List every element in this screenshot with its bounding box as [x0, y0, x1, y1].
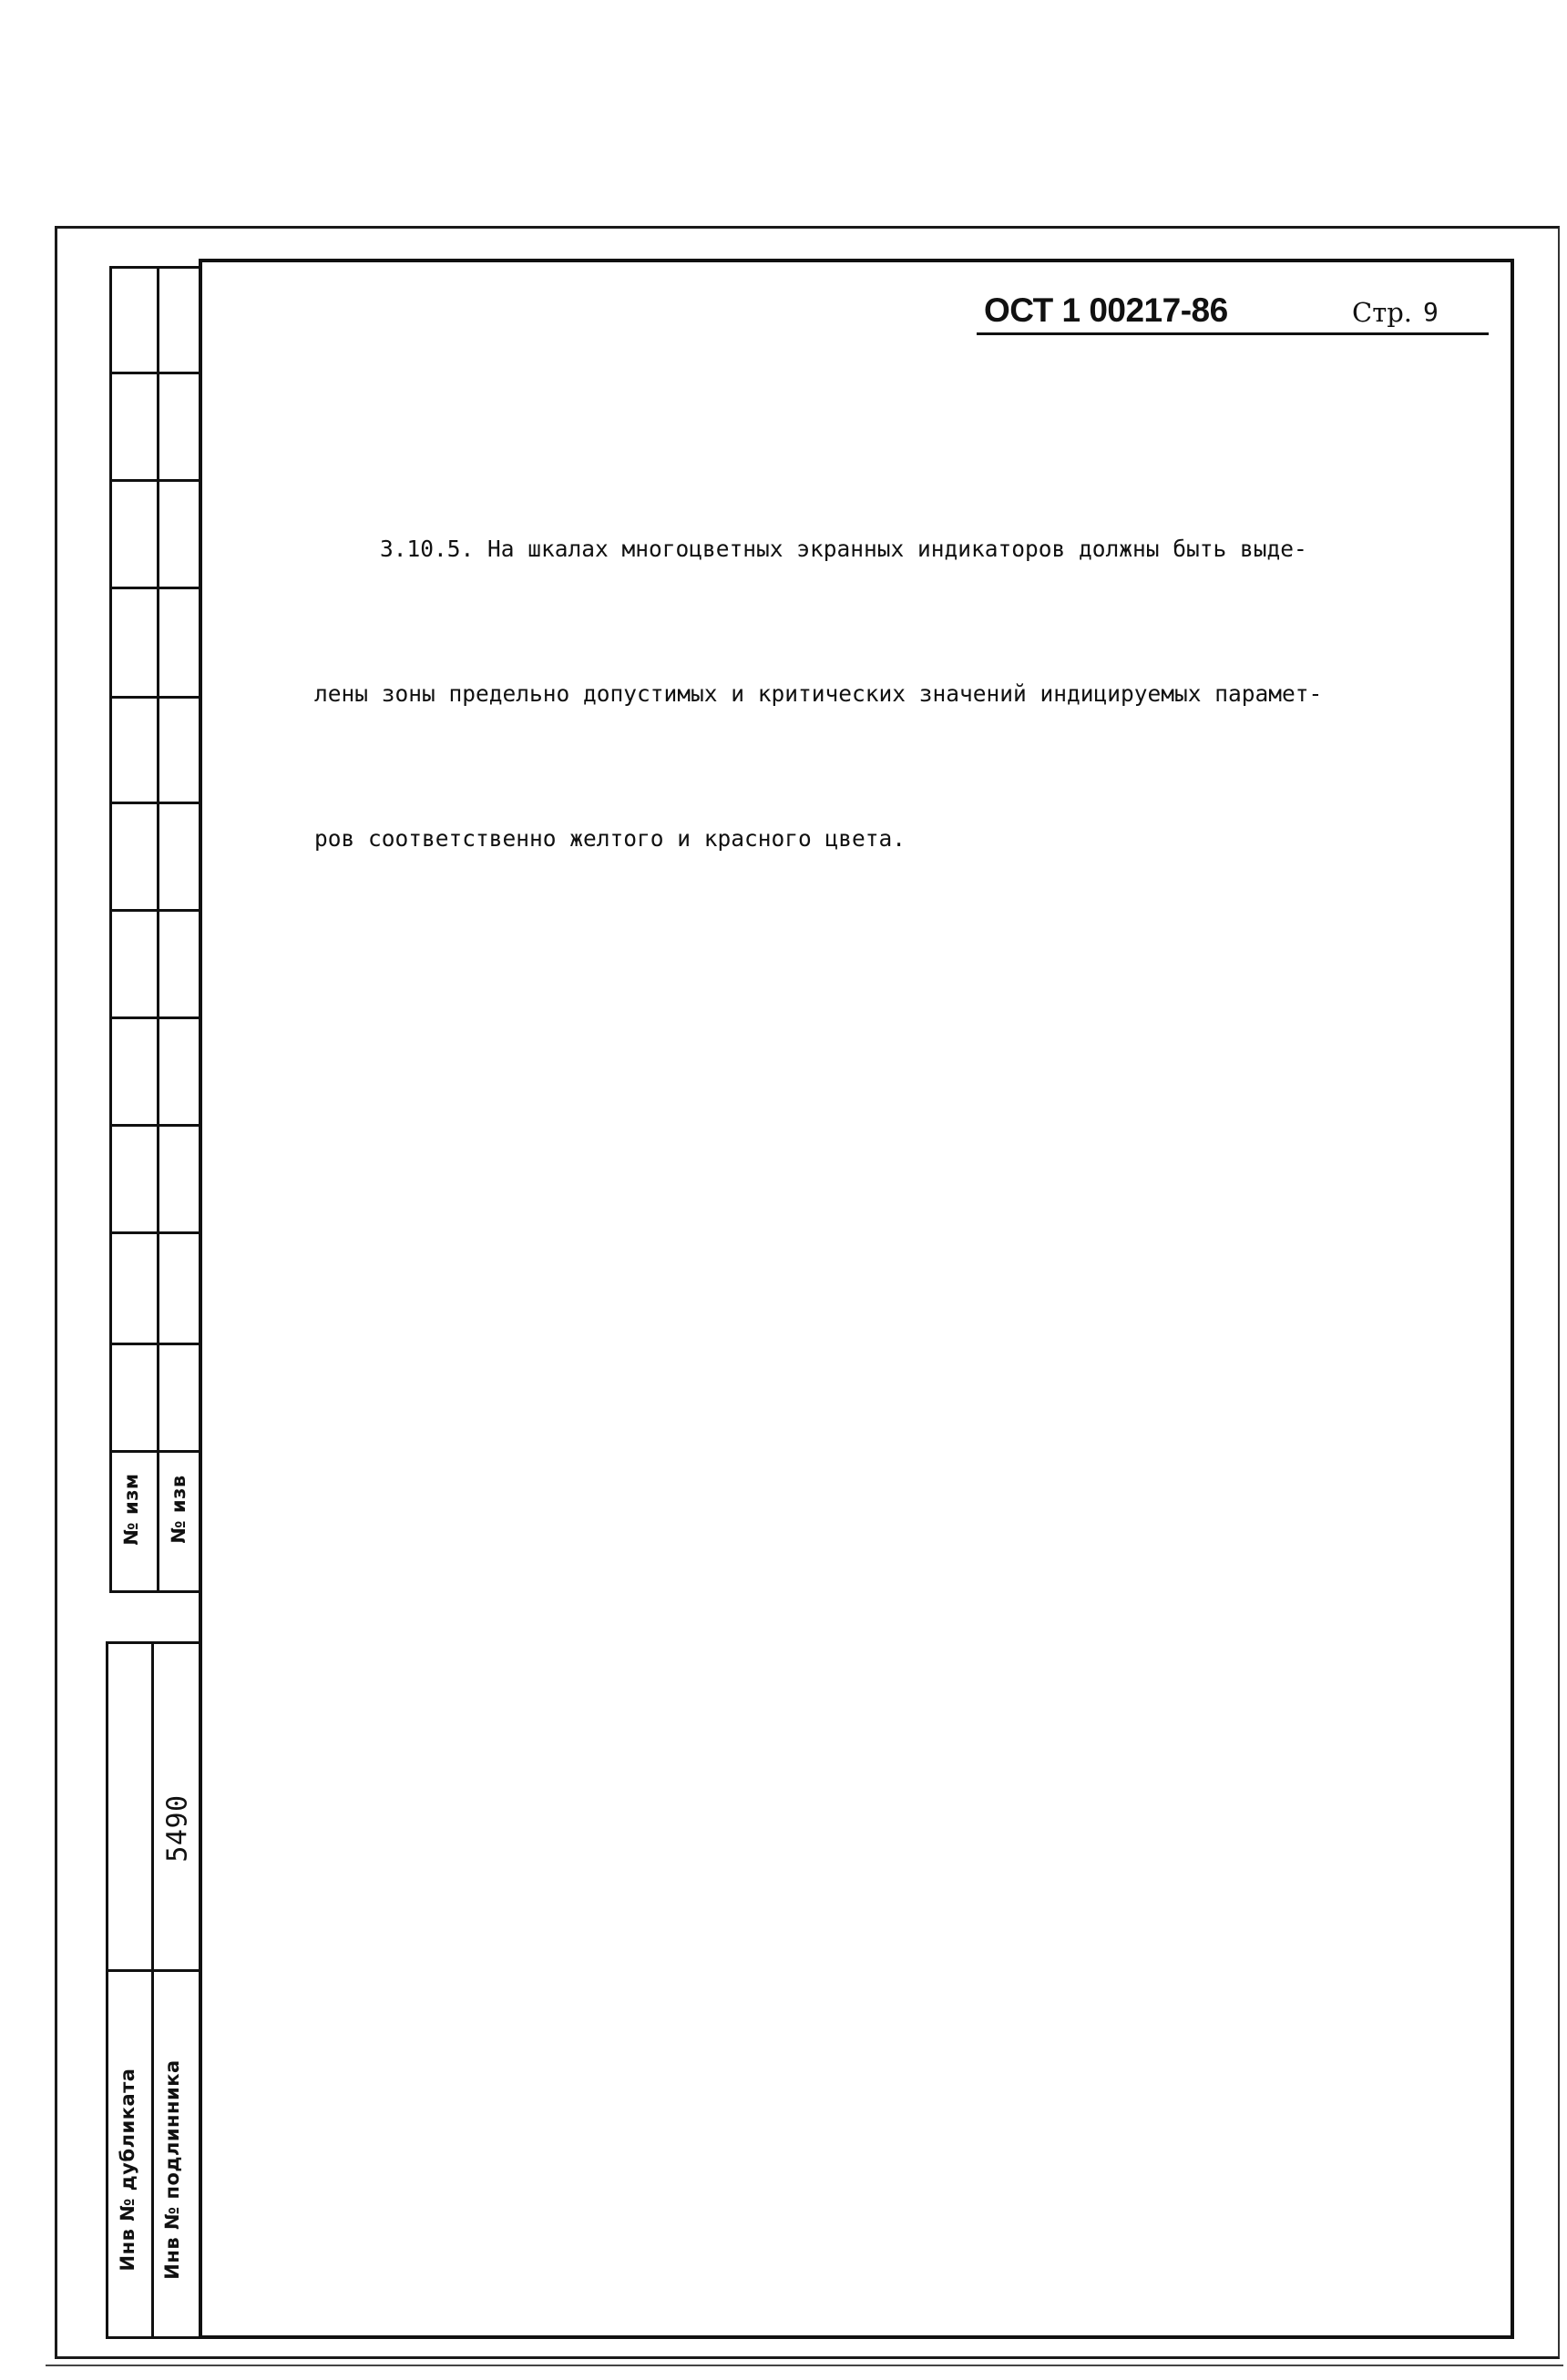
paragraph-line: лены зоны предельно допустимых и критических значений индицируемых парамет- — [314, 680, 1323, 707]
side-strip-lower-row-line — [106, 1969, 199, 1972]
clause-3-10-5 — [314, 428, 1444, 911]
side-strip-row-line — [109, 1124, 199, 1127]
page-bottom-line — [46, 2365, 1563, 2366]
stamp-no-izv-label: № изв — [168, 1475, 189, 1544]
side-strip-upper — [109, 266, 199, 1593]
side-strip-row-line — [109, 479, 199, 482]
side-strip-row-line — [109, 1231, 199, 1234]
paragraph-line: ров соответственно желтого и красного цвета. — [314, 825, 906, 852]
side-strip-row-line — [109, 1016, 199, 1019]
document-code: ОСТ 1 00217-86 — [984, 291, 1228, 329]
side-strip-row-line — [109, 802, 199, 804]
side-strip-row-line — [109, 587, 199, 589]
side-strip-upper-divider — [157, 266, 159, 1593]
header-underline — [977, 332, 1489, 335]
side-strip-row-line — [109, 372, 199, 374]
page-number: 9 — [1423, 297, 1439, 327]
paragraph-line: 3.10.5. На шкалах многоцветных экранных индикаторов должны быть выде- — [380, 536, 1307, 562]
side-strip-lower-divider — [151, 1641, 154, 2339]
stamp-no-izm-label: № изм — [120, 1473, 142, 1546]
stamp-inv-duplicate-label: Инв № дубликата — [117, 2068, 138, 2272]
stamp-original-number: 5490 — [161, 1794, 194, 1863]
side-strip-row-line — [109, 909, 199, 912]
side-strip-row-line — [109, 1343, 199, 1345]
page-label: Стр. — [1352, 297, 1413, 328]
side-strip-row-line — [109, 696, 199, 699]
stamp-inv-original-label: Инв № подлинника — [161, 2059, 183, 2280]
